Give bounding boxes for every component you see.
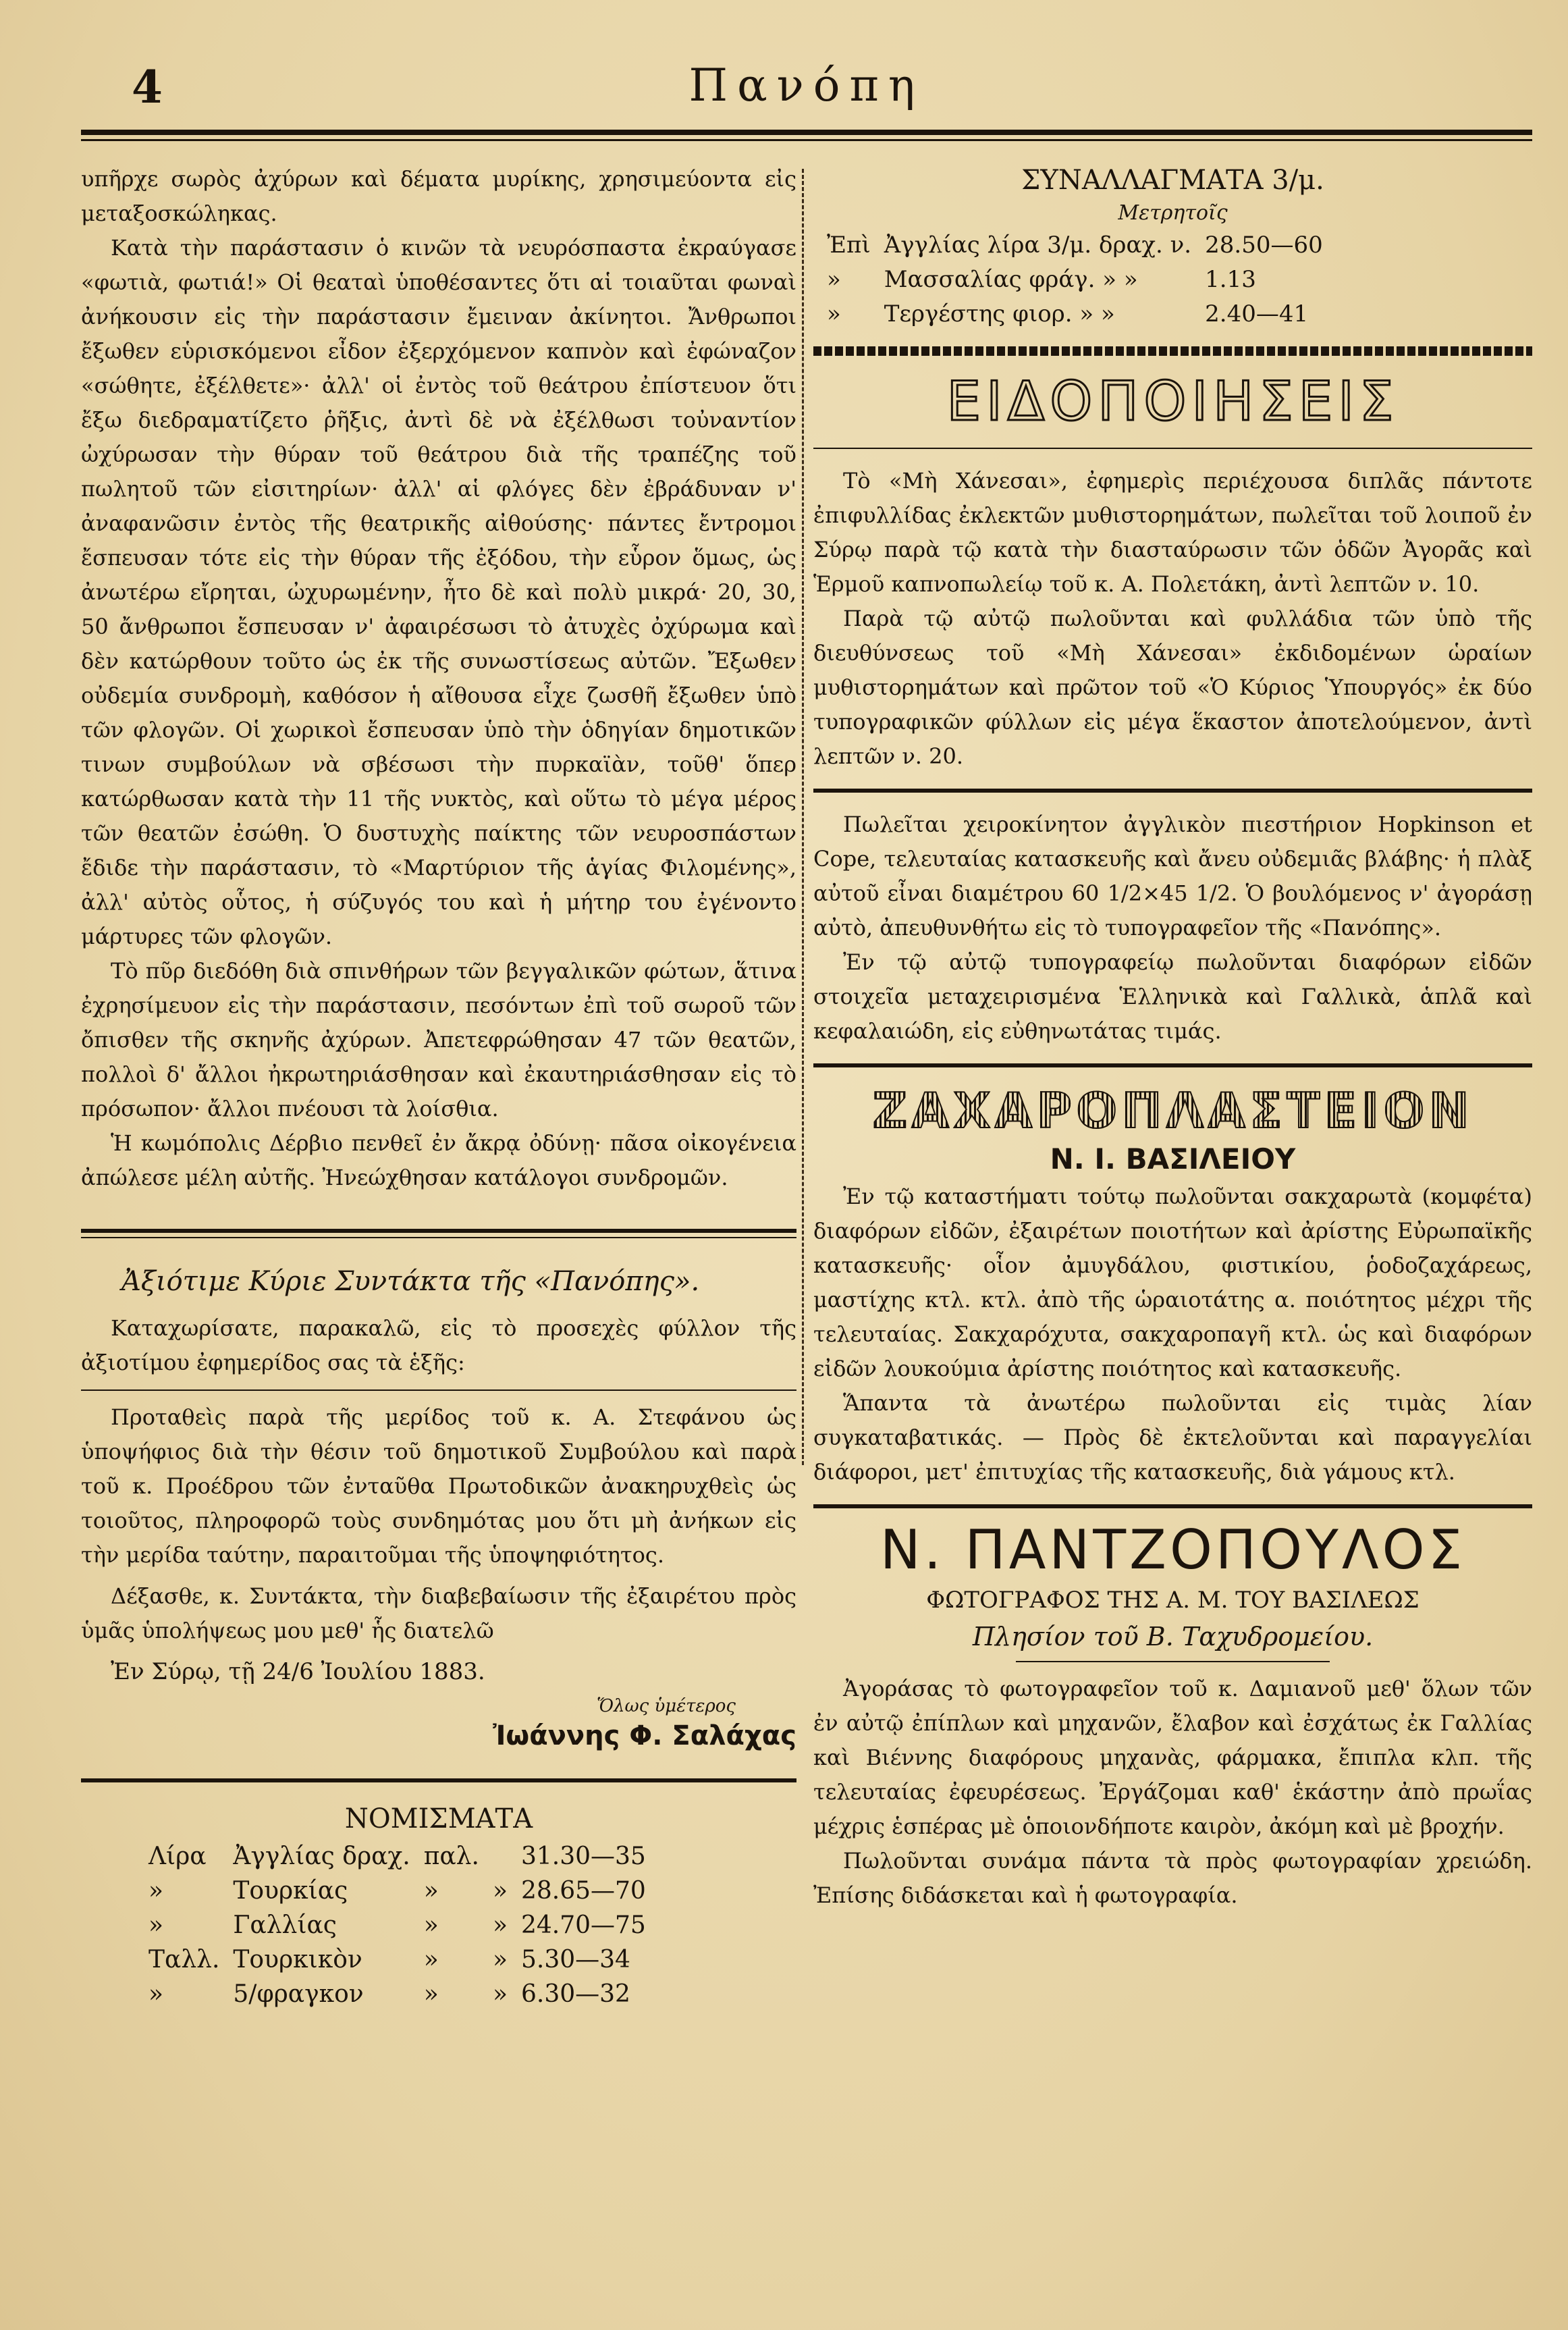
exchange-prefix: » — [827, 300, 841, 327]
letter-paragraph: Καταχωρίσατε, παρακαλῶ, εἰς τὸ προσεχὲς φύλλον τῆς ἀξιοτίμου ἐφημερίδος σας τὰ ἑξῆς: — [81, 1315, 796, 1375]
table-row — [142, 1977, 653, 2011]
exchange-name: Τεργέστης φιορ. » » — [884, 300, 1115, 327]
exchange-subtitle: Μετρητοῖς — [1118, 201, 1228, 225]
coin-name: 5/φραγκον — [233, 1980, 364, 2008]
masthead — [81, 54, 1532, 128]
photographer-role: ΦΩΤΟΓΡΑΦΟΣ ΤΗΣ Α. Μ. ΤΟΥ ΒΑΣΙΛΕΩΣ — [926, 1587, 1420, 1614]
notice-paragraph: Παρὰ τῷ αὐτῷ πωλοῦνται καὶ φυλλάδια τῶν ὑπὸ τῆς διευθύνσεως τοῦ «Μὴ Χάνεσαι» ἐκδιδομένων ὡραίων μυθιστορημάτων καὶ πρῶτον τοῦ «Ὁ Κύριος Ὑπουργός» ἐκ δύο τυπογραφικῶν φύλλων εἰς μέγα ἕκαστον ἀποτελούμενον, ἀντὶ λεπτῶν ν. 20. — [813, 606, 1532, 769]
photographer-paragraph: Ἀγοράσας τὸ φωτογραφεῖον τοῦ κ. Δαμιανοῦ μεθ' ὅλων τῶν ἐν αὐτῷ ἐπίπλων καὶ μηχανῶν, ἔλαβον καὶ ἐσχάτως ἐκ Γαλλίας καὶ Βιέννης διαφόρους μηχανὰς, φάρμακα, ἔπιπλα κλπ. τῆς τελευταίας ἐφευρέσεως. Ἐργάζομαι καθ' ἑκάστην ἀπὸ πρωΐας μέχρις ἑσπέρας μὲ ὁποιονδήποτε καιρὸν, ἀκόμη καὶ μὲ βροχήν. — [813, 1676, 1532, 1839]
coin-value: 5.30—34 — [520, 1946, 630, 1974]
table-row — [142, 1839, 653, 1874]
right-column — [813, 162, 1532, 1913]
confectionery-paragraph: Ἅπαντα τὰ ἀνωτέρω πωλοῦνται εἰς τιμὰς λίαν συγκαταβατικάς. — Πρὸς δὲ ἐκτελοῦνται καὶ παραγγελίαι διάφοροι, μετ' ἐπιτυχίας τῆς κατασκευῆς, διὰ γάμους κτλ. — [813, 1390, 1532, 1485]
exchange-value: 2.40—41 — [1205, 300, 1309, 327]
coin-ditto: » — [492, 1946, 508, 1974]
letter-signature: Ἰωάννης Φ. Σαλάχας — [493, 1720, 796, 1751]
masthead-rule-thin — [81, 139, 1532, 141]
coin-ditto — [486, 1839, 514, 1874]
section-rule-dashed — [813, 346, 1532, 356]
article-paragraph: Τὸ πῦρ διεδόθη διὰ σπινθήρων τῶν βεγγαλικῶν φώτων, ἅτινα ἐχρησίμευον εἰς τὴν παράστασιν, πεσόντων ἐπὶ τοῦ σωροῦ τῶν ὄπισθεν τῆς σκηνῆς ἀχύρων. Ἀπετεφρώθησαν 47 τῶν θεατῶν, πολλοὶ δ' ἄλλοι ἠκρωτηριάσθησαν καὶ ἐκαυτηριάσθησαν εἰς τὸ πρόσωπον· ἄλλοι πνέουσι τὰ λοίσθια. — [81, 958, 796, 1121]
coins-title: ΝΟΜΙΣΜΑΤΑ — [344, 1803, 533, 1834]
table-row — [820, 263, 1330, 297]
confectionery-paragraph: Ἐν τῷ καταστήματι τούτῳ πωλοῦνται σακχαρωτὰ (κομφέτα) διαφόρων εἰδῶν, ἐξαιρέτων ποιοτήτων καὶ ἀρίστης Εὐρωπαϊκῆς κατασκευῆς· οἷον ἀμυγδάλου, φιστικίου, ῥοδοζαχάρεως, μαστίχης κτλ. κτλ. ἀπὸ τῆς ὡραιοτάτης α. ποιότητος μέχρι τῆς τελευταίας. Σακχαρόχυτα, σακχαροπαγῆ κτλ. ὡς καὶ διαφόρων εἰδῶν λουκούμια ἀρίστης ποιότητος καὶ κατασκευῆς. — [813, 1184, 1532, 1381]
letter-paragraph: Δέξασθε, κ. Συντάκτα, τὴν διαβεβαίωσιν τῆς ἐξαιρέτου πρὸς ὑμᾶς ὑπολήψεως μου μεθ' ἧς διατελῶ — [81, 1583, 796, 1643]
notice-paragraph: Πωλεῖται χειροκίνητον ἀγγλικὸν πιεστήριον Hopkinson et Cope, τελευταίας κατασκευῆς καὶ ἄνευ οὐδεμιᾶς βλάβης· ἡ πλὰξ αὐτοῦ εἶναι διαμέτρου 60 1/2×45 1/2. Ὁ βουλόμενος ν' ἀγοράσῃ αὐτὸ, ἀπευθυνθήτω εἰς τὸ τυπογραφεῖον τῆς «Πανόπης». — [813, 812, 1532, 941]
newspaper-title: Πανόπη — [688, 59, 925, 111]
coin-name: Γαλλίας — [233, 1911, 337, 1939]
coin-ditto: παλ. — [423, 1843, 479, 1870]
letter-place-date: Ἐν Σύρῳ, τῇ 24/6 Ἰουλίου 1883. — [111, 1658, 485, 1685]
coin-unit: Ταλλ. — [148, 1946, 220, 1974]
notice-paragraph: Ἐν τῷ αὐτῷ τυπογραφείῳ πωλοῦνται διαφόρων εἰδῶν στοιχεῖα μεταχειρισμένα Ἑλληνικὰ καὶ Γαλλικὰ, ἁπλᾶ καὶ κεφαλαιώδη, εἰς εὐθηνωτάτας τιμάς. — [813, 949, 1532, 1044]
exchange-name: Ἀγγλίας λίρα 3/μ. δραχ. ν. — [884, 232, 1192, 259]
photographer-rule — [1016, 1661, 1330, 1662]
coin-ditto: » — [423, 1911, 439, 1939]
photographer-location: Πλησίον τοῦ Β. Ταχυδρομείου. — [972, 1622, 1374, 1651]
coin-ditto: » — [423, 1980, 439, 2008]
coins-table — [142, 1839, 653, 2011]
coin-unit: » — [148, 1911, 164, 1939]
coin-unit: Λίρα — [148, 1843, 207, 1870]
coin-value: 28.65—70 — [520, 1877, 646, 1905]
coin-ditto: » — [492, 1877, 508, 1905]
confectionery-title: ΖΑΧΑΡΟΠΛΑΣΤΕΙΟΝ — [813, 1082, 1532, 1139]
article-paragraph: υπῆρχε σωρὸς ἀχύρων καὶ δέματα μυρίκης, χρησιμεύοντα εἰς μεταξοσκώληκας. — [81, 166, 796, 226]
coin-value: 6.30—32 — [520, 1980, 630, 2008]
exchange-value: 28.50—60 — [1205, 232, 1323, 259]
exchange-title: ΣΥΝΑΛΛΑΓΜΑΤΑ 3/μ. — [1021, 165, 1324, 196]
coin-ditto: » — [492, 1911, 508, 1939]
letter-paragraph: Προταθεὶς παρὰ τῆς μερίδος τοῦ κ. Α. Στεφάνου ὡς ὑποψήφιος διὰ τὴν θέσιν τοῦ δημοτικοῦ Συμβούλου καὶ παρὰ τοῦ κ. Προέδρου τῶν ἐνταῦθα Πρωτοδικῶν ἀνακηρυχθεὶς ὡς τοιοῦτος, πληροφορῶ τοὺς συνδημότας μου ὅτι μὴ ἀνήκων εἰς τὴν μερίδα ταύτην, παραιτοῦμαι τῆς ὑποψηφιότητος. — [81, 1404, 796, 1568]
coin-value: 31.30—35 — [520, 1843, 646, 1870]
letter-closing: Ὅλως ὑμέτερος — [596, 1696, 736, 1716]
photographer-paragraph: Πωλοῦνται συνάμα πάντα τὰ πρὸς φωτογραφίαν χρειώδη. Ἐπίσης διδάσκεται καὶ ἡ φωτογραφία. — [813, 1848, 1532, 1908]
letter-salutation: Ἀξιότιμε Κύριε Συντάκτα τῆς «Πανόπης». — [121, 1266, 700, 1297]
coin-ditto: » — [423, 1877, 439, 1905]
exchange-name: Μασσαλίας φράγ. » » — [884, 266, 1138, 293]
coin-name: Ἀγγλίας δραχ. — [233, 1843, 410, 1870]
article-paragraph: Ἡ κωμόπολις Δέρβιο πενθεῖ ἐν ἄκρᾳ ὀδύνῃ· πᾶσα οἰκογένεια ἀπώλεσε μέλη αὐτῆς. Ἠνεώχθησαν κατάλογοι συνδρομῶν. — [81, 1130, 796, 1190]
exchange-prefix: » — [827, 266, 841, 293]
masthead-rule-thick — [81, 130, 1532, 135]
letter-rule — [81, 1389, 796, 1391]
coin-unit: » — [148, 1980, 164, 2008]
coin-name: Τουρκικὸν — [233, 1946, 362, 1974]
confectionery-owner: Ν. Ι. ΒΑΣΙΛΕΙΟΥ — [1050, 1142, 1296, 1175]
coin-unit: » — [148, 1877, 164, 1905]
exchange-value: 1.13 — [1205, 266, 1256, 293]
notice-paragraph: Τὸ «Μὴ Χάνεσαι», ἐφημερὶς περιέχουσα διπλᾶς πάντοτε ἐπιφυλλίδας ἐκλεκτῶν μυθιστορημάτων, πωλεῖται τοῦ λοιποῦ ἐν Σύρῳ παρὰ τῷ κατὰ τὴν διασταύρωσιν τῶν ὁδῶν Ἀγορᾶς καὶ Ἑρμοῦ καπνοπωλείῳ τοῦ κ. Α. Πολετάκη, ἀντὶ λεπτῶν ν. 10. — [813, 468, 1532, 597]
table-row — [142, 1874, 653, 1908]
left-column — [81, 162, 796, 2011]
coin-ditto: » — [423, 1946, 439, 1974]
column-divider — [802, 169, 804, 1465]
exchange-table — [820, 228, 1330, 332]
exchange-prefix: Ἐπὶ — [827, 232, 871, 259]
table-row — [142, 1942, 653, 1977]
table-row — [820, 228, 1330, 263]
article-paragraph: Κατὰ τὴν παράστασιν ὁ κινῶν τὰ νευρόσπαστα ἐκραύγασε «φωτιὰ, φωτιά!» Οἱ θεαταὶ ὑποθέσαντες ὅτι αἱ τοιαῦται φωναὶ ἀνήκουσιν εἰς τὴν παράστασιν ἔμειναν ἀκίνητοι. Ἄνθρωποι ἔξωθεν εὑρισκόμενοι εἶδον ἐξερχόμενον καπνὸν καὶ ἐφώναζον «σώθητε, ἐξέλθετε»· ἀλλ' οἱ ἐντὸς τοῦ θεάτρου ἐπίστευον ὅτι ἔξω διεδραματίζετο ῥῆξις, ἀντὶ δὲ νὰ ἐξέλθωσι τοὐναντίον ὠχύρωσαν τὴν θύραν τοῦ θεάτρου διὰ τῆς τραπέζης τοῦ πωλητοῦ τῶν εἰσιτηρίων· ἀλλ' αἱ φλόγες δὲν ἐβράδυναν ν' ἀναφανῶσιν ἐντὸς τῆς θεατρικῆς αἰθούσης· πάντες ἔντρομοι ἔσπευσαν τότε εἰς τὴν θύραν τῆς ἐξόδου, τὴν εὗρον ὅμως, ὡς ἀνωτέρω εἴρηται, ὠχυρωμένην, ἦτο δὲ καὶ πολὺ μικρά· 20, 30, 50 ἄνθρωποι ἔσπευσαν ν' ἀφαιρέσωσι τὸ ἀτυχὲς ὀχύρωμα καὶ δὲν κατώρθουν τοῦτο ὡς ἐκ τῆς συνωστίσεως αὐτῶν. Ἔξωθεν οὐδεμία συνδρομὴ, καθόσον ἡ αἴθουσα εἶχε ζωσθῆ ἔξωθεν ὑπὸ τῶν φλογῶν. Οἱ χωρικοὶ ἔσπευσαν ὑπὸ τὴν ὁδηγίαν δημοτικῶν τινων συμβούλων νὰ σβέσωσι τὴν πυρκαϊὰν, τοῦθ' ὅπερ κατώρθωσαν κατὰ τὴν 11 τῆς νυκτὸς, καὶ οὕτω τὸ μέγα μέρος τῶν θεατῶν ἐσώθη. Ὁ δυστυχὴς παίκτης τῶν νευροσπάστων ἔδιδε τὴν παράστασιν, τὸ «Μαρτύριον τῆς ἁγίας Φιλομένης», ἀλλ' αὐτὸς οὗτος, ἡ σύζυγός του καὶ ἡ μήτηρ του ἐγένοντο μάρτυρες τῶν φλογῶν. — [81, 235, 796, 949]
table-row — [820, 297, 1330, 332]
coin-name: Τουρκίας — [233, 1877, 348, 1905]
coin-ditto: » — [492, 1980, 508, 2008]
notices-title: ΕΙΔΟΠΟΙΗΣΕΙΣ — [946, 370, 1399, 433]
table-row — [142, 1908, 653, 1942]
page-number: 4 — [132, 61, 163, 113]
coin-value: 24.70—75 — [520, 1911, 646, 1939]
photographer-name: Ν. ΠΑΝΤΖΟΠΟΥΛΟΣ — [880, 1518, 1466, 1581]
